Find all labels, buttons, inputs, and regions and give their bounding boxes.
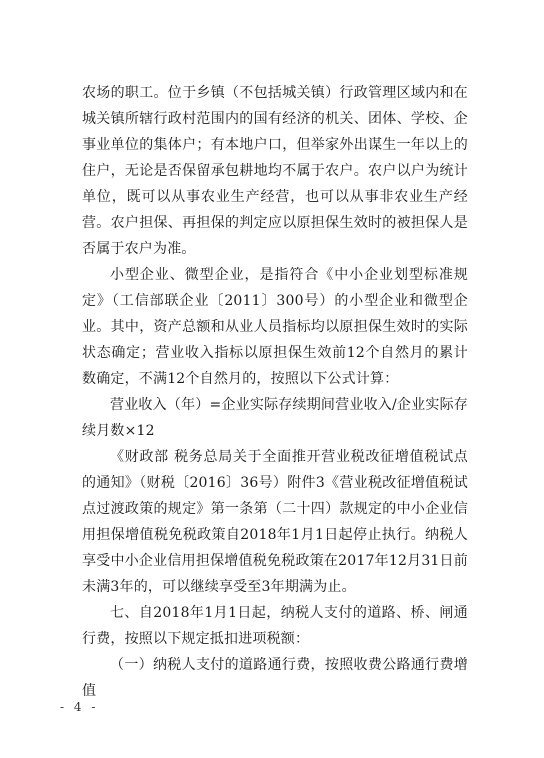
page-number: - 4 - [60, 700, 99, 714]
paragraph-credit-guarantee-exemption: 《财政部 税务总局关于全面推开营业税改征增值税试点的通知》（财税〔2016〕36号）附件3《营业税改征增值税试点过渡政策的规定》第一条第（二十四）款规定的中小企业信用担保增值税免税政策自2018年1月1日起停止执行。纳税人享受中小企业信用担保增值税免税政策在2017年12月31日前未满3年的，可以继续享受至3年期满为止。 [82, 449, 468, 595]
paragraph-small-micro-enterprises: 小型企业、微型企业，是指符合《中小企业划型标准规定》（工信部联企业〔2011〕300号）的小型企业和微型企业。其中，资产总额和从业人员指标均以原担保生效时的实际状态确定；营业收入指标以原担保生效前12个自然月的累计数确定，不满12个自然月的，按照以下公式计算： [82, 267, 468, 387]
document-body [82, 80, 468, 704]
paragraph-road-toll: （一）纳税人支付的道路通行费，按照收费公路通行费增值 [82, 657, 468, 699]
paragraph-farm-workers: 农场的职工。位于乡镇（不包括城关镇）行政管理区域内和在城关镇所辖行政村范围内的国有经济的机关、团体、学校、企事业单位的集体户；有本地户口，但举家外出谋生一年以上的住户，无论是否保留承包耕地均不属于农户。农户以户为统计单位，既可以从事农业生产经营，也可以从事非农业生产经营。农户担保、再担保的判定应以原担保生效时的被担保人是否属于农户为准。 [82, 85, 468, 257]
paragraph-toll-deduction: 七、自2018年1月1日起，纳税人支付的道路、桥、闸通行费，按照以下规定抵扣进项税额： [82, 605, 468, 647]
paragraph-revenue-formula: 营业收入（年）=企业实际存续期间营业收入/企业实际存续月数×12 [82, 397, 468, 439]
